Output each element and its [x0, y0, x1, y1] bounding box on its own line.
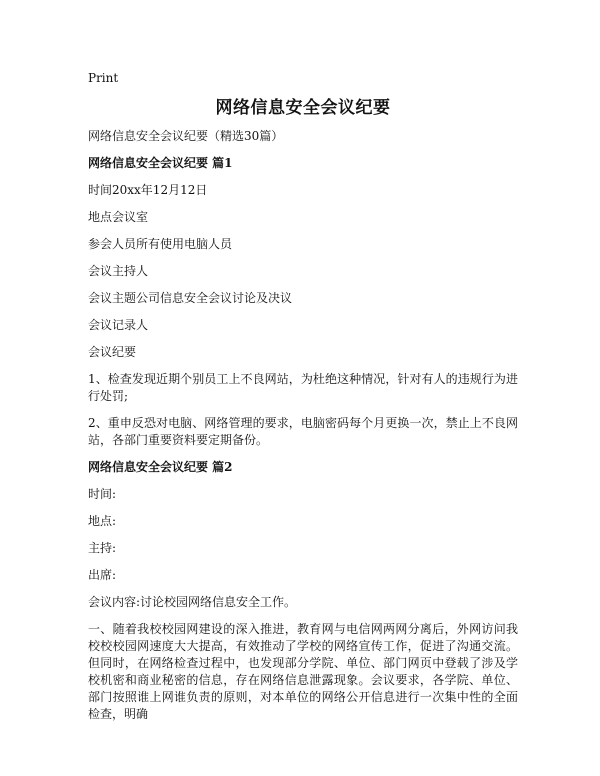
- document-title: 网络信息安全会议纪要: [215, 98, 391, 118]
- section1-time: 时间20xx年12月12日: [88, 183, 208, 197]
- print-label: Print: [88, 71, 119, 85]
- section1-recorder: 会议记录人: [88, 318, 149, 332]
- section2-location: 地点:: [88, 514, 117, 528]
- document-page: [88, 70, 518, 723]
- section1-topic: 会议主题公司信息安全会议讨论及决议: [88, 291, 293, 305]
- section2-heading: 网络信息安全会议纪要 篇2: [88, 460, 233, 474]
- section2-time: 时间:: [88, 487, 117, 501]
- section1-item-1: 1、检查发现近期个别员工上不良网站，为杜绝这种情况，针对有人的违规行为进行处罚;: [88, 372, 518, 403]
- section2-attendance: 出席:: [88, 568, 117, 582]
- section1-attendees: 参会人员所有使用电脑人员: [88, 237, 233, 251]
- document-subtitle: 网络信息安全会议纪要（精选30篇）: [88, 129, 284, 143]
- section1-item-2: 2、重申反恐对电脑、网络管理的要求，电脑密码每个月更换一次，禁止上不良网站，各部门重要资料要定期备份。: [88, 416, 518, 447]
- section1-heading: 网络信息安全会议纪要 篇1: [88, 156, 233, 170]
- section2-host: 主持:: [88, 541, 117, 555]
- section2-content: 会议内容:讨论校园网络信息安全工作。: [88, 595, 297, 609]
- section1-minutes-label: 会议纪要: [88, 345, 137, 359]
- section1-host: 会议主持人: [88, 264, 149, 278]
- section1-location: 地点会议室: [88, 210, 149, 224]
- section2-item-1: 一、随着我校校园网建设的深入推进，教育网与电信网两网分离后，外网访问我校校校园网速度大大提高，有效推动了学校的网络宣传工作，促进了沟通交流。但同时，在网络检查过程中，也发现部分学院、单位、部门网页中登载了涉及学校机密和商业秘密的信息，存在网络信息泄露现象。会议要求，各学院、单位、部门按照谁上网谁负责的原则，对本单位的网络公开信息进行一次集中性的全面检查，明确: [88, 622, 518, 721]
